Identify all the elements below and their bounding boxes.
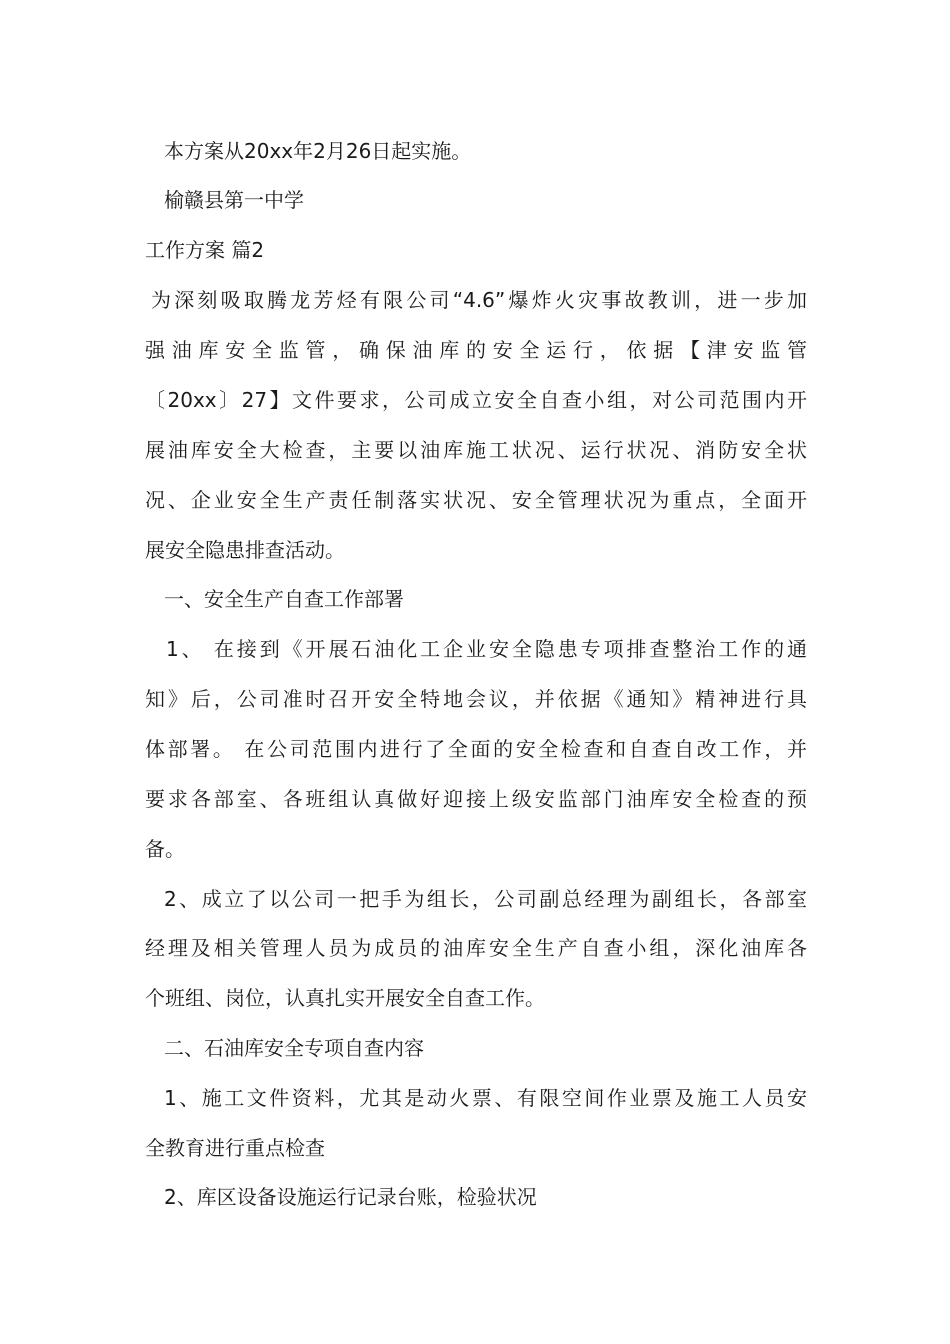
text-line: 2、库区设备设施运行记录台账，检验状况: [164, 1185, 537, 1209]
text-line: 1、施工文件资料，尤其是动火票、有限空间作业票及施工人员安: [164, 1086, 807, 1110]
text-line: 全教育进行重点检查: [145, 1136, 325, 1160]
text-line: 榆赣县第一中学: [164, 188, 304, 212]
text-line: 强油库安全监管，确保油库的安全运行，依据【津安监管: [145, 338, 807, 362]
section-heading: 二、石油库安全专项自查内容: [164, 1036, 424, 1060]
section-heading: 工作方案 篇2: [145, 238, 265, 262]
text-line: 2、成立了以公司一把手为组长，公司副总经理为副组长，各部室: [164, 887, 807, 911]
text-line: 经理及相关管理人员为成员的油库安全生产自查小组，深化油库各: [145, 936, 807, 960]
text-line: 展安全隐患排查活动。: [145, 538, 345, 562]
text-line: 展油库安全大检查，主要以油库施工状况、运行状况、消防安全状: [145, 438, 807, 462]
text-line: 要求各部室、各班组认真做好迎接上级安监部门油库安全检查的预: [145, 787, 807, 811]
section-heading: 一、安全生产自查工作部署: [164, 587, 404, 611]
text-line: 本方案从20xx年2月26日起实施。: [164, 139, 472, 163]
text-line: 〔20xx〕27】文件要求，公司成立安全自查小组，对公司范围内开: [145, 388, 807, 412]
text-line: 体部署。 在公司范围内进行了全面的安全检查和自查自改工作，并: [145, 737, 807, 761]
text-line: 知》后，公司准时召开安全特地会议，并依据《通知》精神进行具: [145, 687, 807, 711]
text-line: 备。: [145, 837, 185, 861]
text-line: 况、企业安全生产责任制落实状况、安全管理状况为重点，全面开: [145, 488, 807, 512]
text-line: 为深刻吸取腾龙芳烃有限公司“4.6”爆炸火灾事故教训，进一步加: [151, 288, 807, 312]
text-line: 1、 在接到《开展石油化工企业安全隐患专项排查整治工作的通: [166, 637, 807, 661]
text-line: 个班组、岗位，认真扎实开展安全自查工作。: [145, 986, 545, 1010]
